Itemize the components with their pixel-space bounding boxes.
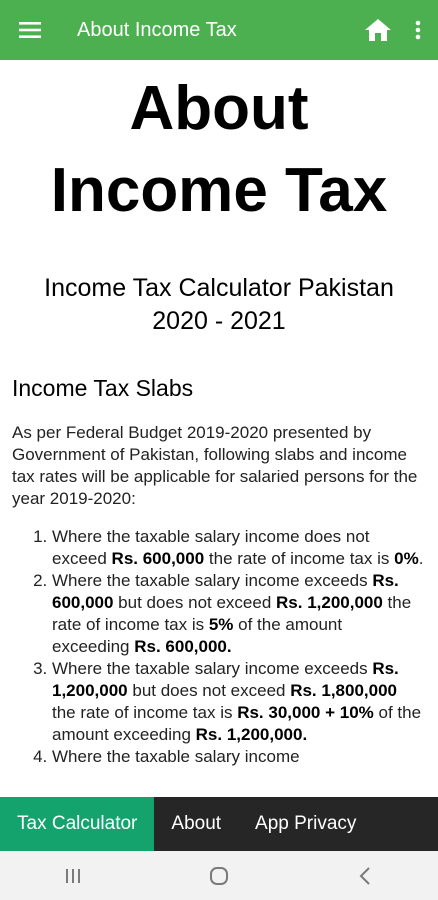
- tab-about[interactable]: About: [171, 813, 222, 834]
- home-icon: [364, 18, 392, 42]
- page-heading-line2: Income Tax: [50, 156, 388, 225]
- bottom-tab-bar: [0, 797, 438, 851]
- back-button[interactable]: [335, 851, 395, 900]
- system-nav-bar: [0, 851, 438, 900]
- page-heading-line1: About: [129, 74, 309, 143]
- menu-button[interactable]: [0, 0, 60, 60]
- page-subtitle-line1: Income Tax Calculator Pakistan: [44, 274, 394, 302]
- slab-list: [52, 526, 424, 768]
- home-circle-icon: [209, 866, 229, 886]
- hamburger-menu-icon: [19, 21, 41, 39]
- section-title: Income Tax Slabs: [12, 375, 194, 401]
- home-button[interactable]: [358, 0, 398, 60]
- recent-apps-icon: [64, 868, 82, 884]
- tab-tax-calculator[interactable]: Tax Calculator: [0, 797, 154, 851]
- page-heading: [0, 68, 438, 232]
- intro-paragraph: As per Federal Budget 2019-2020 presented by Government of Pakistan, following slabs and income tax rates will be applicable for salaried persons for the year 2019-2020:: [12, 423, 418, 508]
- app-bar-title: About Income Tax: [77, 18, 237, 41]
- page-subtitle-line2: 2020 - 2021: [152, 307, 286, 335]
- content-area[interactable]: [0, 60, 438, 797]
- recent-apps-button[interactable]: [43, 851, 103, 900]
- list-item: 1. Where the taxable salary income does not exceed Rs. 600,000 the rate of income tax is 0%.: [52, 526, 424, 570]
- list-item: 4. Where the taxable salary income: [52, 746, 424, 768]
- back-icon: [359, 867, 371, 885]
- tab-app-privacy[interactable]: App Privacy: [255, 813, 357, 834]
- page-subtitle: [0, 272, 438, 338]
- list-item: 3. Where the taxable salary income exceeds Rs. 1,200,000 but does not exceed Rs. 1,800,000 the rate of income tax is Rs. 30,000 + 10% of the amount exceeding Rs. 1,200,000.: [52, 658, 424, 746]
- app-bar: [0, 0, 438, 60]
- more-vertical-icon: [415, 20, 421, 40]
- list-item: 2. Where the taxable salary income exceeds Rs. 600,000 but does not exceed Rs. 1,200,000 the rate of income tax is 5% of the amount exceeding Rs. 600,000.: [52, 570, 424, 658]
- more-options-button[interactable]: [398, 0, 438, 60]
- system-home-button[interactable]: [189, 851, 249, 900]
